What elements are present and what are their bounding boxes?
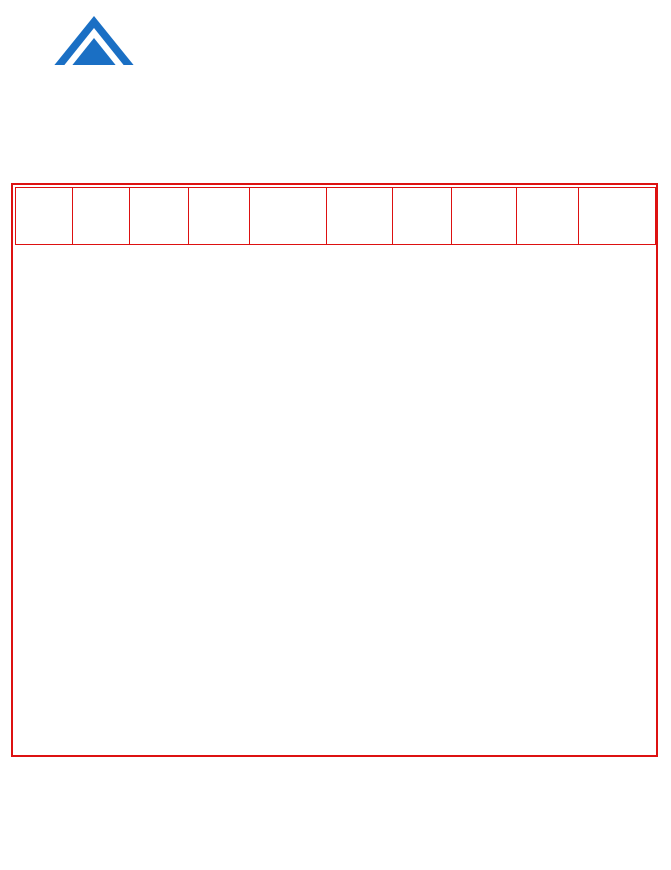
column-header xyxy=(249,188,326,245)
price-table xyxy=(15,187,656,245)
column-header xyxy=(451,188,516,245)
column-header xyxy=(579,188,656,245)
column-header xyxy=(189,188,250,245)
column-header xyxy=(130,188,189,245)
column-header xyxy=(16,188,73,245)
table-header-row xyxy=(16,188,656,245)
abm-logo xyxy=(32,10,156,114)
column-header xyxy=(516,188,579,245)
letterhead xyxy=(0,0,671,130)
column-header xyxy=(72,188,130,245)
column-header xyxy=(326,188,393,245)
price-table-frame xyxy=(11,183,658,757)
column-header xyxy=(393,188,452,245)
